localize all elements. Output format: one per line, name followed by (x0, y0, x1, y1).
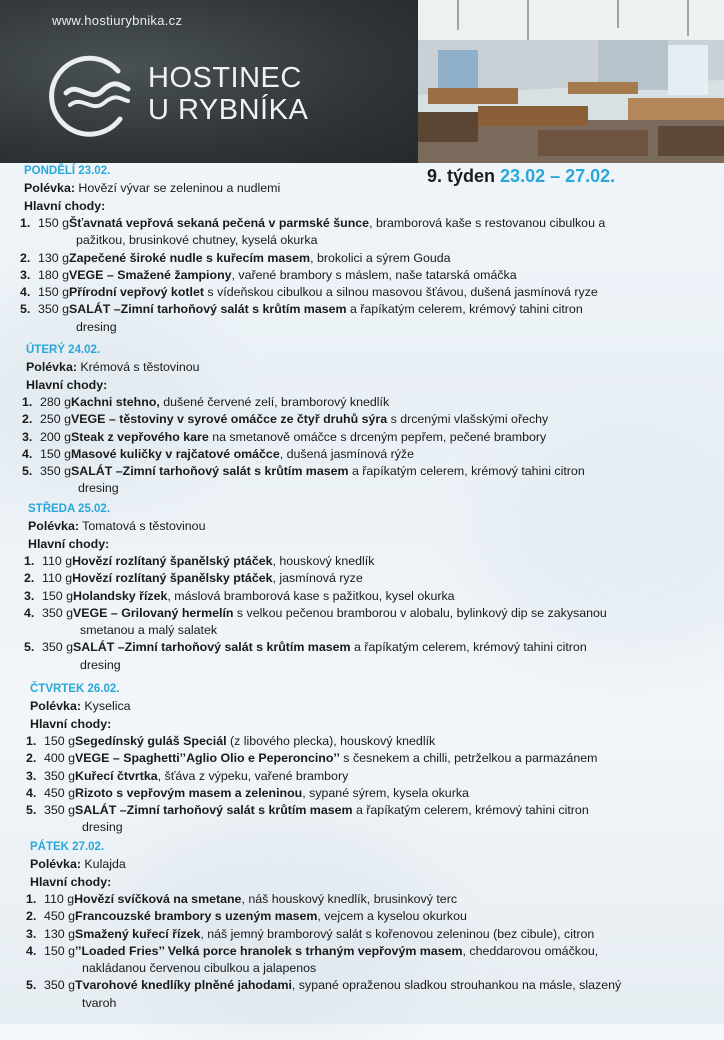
soup-name: Kyselica (80, 699, 131, 714)
item-dish: Kachni stehno, (71, 394, 160, 409)
item-description: , náš houskový knedlík, brusinkový terc (241, 891, 458, 906)
soup-name: Hovězí vývar se zeleninou a nudlemi (74, 181, 281, 196)
item-grams: 110 g (42, 571, 73, 586)
item-number: 4. (22, 446, 33, 461)
item-description-cont: nakládanou červenou cibulkou a jalapenos (82, 961, 317, 976)
item-dish: SALÁT –Zimní tarhoňový salát s krůtím masem (73, 640, 351, 655)
item-description: a řapíkatým celerem, krémový tahini citron (348, 464, 585, 479)
day-heading: PÁTEK 27.02. (30, 841, 105, 853)
item-dish: VEGE – Spaghetti’’Aglio Olio e Peperoncino’’ (75, 751, 340, 766)
menu-item (24, 553, 374, 570)
item-number: 5. (20, 302, 31, 317)
soup-label: Polévka: (30, 699, 81, 714)
menu-item (26, 750, 597, 767)
soup-name: Tomatová s těstovinou (78, 519, 206, 534)
menu-item (22, 463, 585, 480)
item-description: , vejcem a kyselou okurkou (317, 909, 467, 924)
item-number: 5. (24, 640, 35, 655)
item-grams: 250 g (40, 412, 72, 427)
site-url[interactable]: www.hostiurybnika.cz (52, 13, 183, 28)
item-grams: 110 g (44, 891, 75, 906)
item-dish: ’’Loaded Fries’’ Velká porce hranolek s trhaným vepřovým masem (75, 943, 463, 958)
soup-label: Polévka: (30, 857, 81, 872)
header-banner (0, 0, 724, 163)
menu-item (20, 215, 605, 232)
item-number: 5. (22, 464, 33, 479)
item-grams: 150 g (38, 215, 70, 230)
soup-line (30, 856, 126, 873)
mains-label: Hlavní chody: (30, 874, 112, 889)
item-grams: 150 g (38, 285, 70, 300)
menu-item (26, 891, 457, 908)
item-dish: Hovězí rozlítaný španělsky ptáček (72, 571, 273, 586)
soup-label: Polévka: (26, 360, 77, 375)
item-grams: 350 g (44, 768, 76, 783)
day-heading: PONDĚLÍ 23.02. (24, 165, 111, 177)
day-heading: ČTVRTEK 26.02. (30, 683, 120, 695)
item-description: , bramborová kaše s restovanou cibulkou a (369, 215, 606, 230)
soup-label: Polévka: (24, 181, 75, 196)
menu-item (22, 429, 546, 446)
item-description: , houskový knedlík (272, 553, 375, 568)
item-dish: VEGE – Grilovaný hermelín (73, 605, 234, 620)
fish-wave-logo-icon (46, 51, 136, 141)
mains-label: Hlavní chody: (30, 716, 112, 731)
menu-item (26, 785, 469, 802)
item-number: 4. (26, 943, 37, 958)
item-description: s velkou pečenou bramborou v alobalu, bylinkový dip se zakysanou (233, 605, 607, 620)
menu-item (24, 570, 363, 587)
item-dish: Steak z vepřového kare (71, 429, 209, 444)
item-description: , sypané sýrem, kysela okurka (302, 785, 469, 800)
menu-item (24, 639, 587, 656)
item-dish: Šťavnatá vepřová sekaná pečená v parmské šunce (69, 215, 370, 230)
item-description: , vařené brambory s máslem, naše tatarská omáčka (231, 267, 517, 282)
soup-line (24, 180, 280, 197)
menu-item (24, 605, 607, 622)
item-grams: 150 g (40, 446, 72, 461)
soup-name: Krémová s těstovinou (76, 360, 200, 375)
item-grams: 450 g (44, 909, 76, 924)
item-description: (z libového plecka), houskový knedlík (226, 733, 436, 748)
item-grams: 200 g (40, 429, 72, 444)
brand-name (148, 62, 308, 126)
brand-line-1: HOSTINEC (148, 62, 302, 94)
menu-item (24, 588, 455, 605)
item-number: 3. (24, 588, 35, 603)
item-description: , sypané opraženou sladkou strouhankou na másle, slazený (291, 978, 622, 993)
brand-line-2: U RYBNÍKA (148, 94, 309, 126)
item-dish: VEGE – Smažené žampiony (69, 267, 232, 282)
menu-item (20, 284, 598, 301)
item-number: 2. (22, 412, 33, 427)
item-description: , dušená jasmínová rýže (279, 446, 415, 461)
day-heading: ÚTERÝ 24.02. (26, 344, 101, 356)
item-grams: 350 g (44, 803, 76, 818)
item-description-cont: dresing (76, 319, 117, 334)
item-description: , máslová bramborová kase s pažitkou, kysel okurka (167, 588, 455, 603)
item-description: , náš jemný bramborový salát s kořenovou zeleninou (bez cibule), citron (200, 926, 595, 941)
item-description: a řapíkatým celerem, krémový tahini citron (346, 302, 583, 317)
item-description-cont: tvaroh (82, 995, 117, 1010)
item-grams: 180 g (38, 267, 70, 282)
item-description: , brokolici a sýrem Gouda (310, 250, 451, 265)
item-grams: 350 g (44, 978, 76, 993)
item-number: 4. (20, 285, 31, 300)
item-dish: Tvarohové knedlíky plněné jahodami (75, 978, 292, 993)
item-number: 3. (22, 429, 33, 444)
item-description: s vídeňskou cibulkou a silnou masovou šťávou, dušená jasmínová ryze (203, 285, 598, 300)
item-number: 2. (26, 909, 37, 924)
menu-item (20, 301, 583, 318)
item-dish: Hovězí svíčková na smetane (74, 891, 242, 906)
soup-label: Polévka: (28, 519, 79, 534)
item-dish: Masové kuličky v rajčatové omáčce (71, 446, 280, 461)
soup-line (26, 359, 200, 376)
item-number: 4. (26, 785, 37, 800)
item-number: 1. (26, 733, 37, 748)
item-dish: Kuřecí čtvrtka (75, 768, 158, 783)
item-dish: SALÁT –Zimní tarhoňový salát s krůtím masem (71, 464, 349, 479)
item-dish: Rizoto s vepřovým masem a zeleninou (75, 785, 303, 800)
item-description: na smetanově omáčce s drceným pepřem, pečené brambory (208, 429, 547, 444)
menu-item (20, 267, 517, 284)
menu-item (26, 768, 348, 785)
item-number: 4. (24, 605, 35, 620)
item-number: 2. (26, 751, 37, 766)
week-number: 9. týden (427, 166, 496, 186)
menu-item (22, 446, 414, 463)
item-description: a řapíkatým celerem, krémový tahini citron (352, 803, 589, 818)
restaurant-interior-photo (418, 0, 724, 163)
item-grams: 150 g (42, 588, 74, 603)
menu-item (20, 250, 451, 267)
item-dish: SALÁT –Zimní tarhoňový salát s krůtím masem (69, 302, 347, 317)
item-number: 2. (24, 571, 35, 586)
item-dish: Francouzské brambory s uzeným masem (75, 909, 318, 924)
soup-name: Kulajda (80, 857, 126, 872)
item-number: 1. (20, 215, 31, 230)
week-heading (427, 166, 615, 187)
menu-item (22, 411, 548, 428)
mains-label: Hlavní chody: (26, 377, 108, 392)
soup-line (30, 698, 131, 715)
item-grams: 150 g (44, 733, 76, 748)
item-grams: 350 g (42, 605, 74, 620)
mains-label: Hlavní chody: (28, 536, 110, 551)
week-dates: 23.02 – 27.02. (500, 166, 616, 186)
item-number: 3. (26, 768, 37, 783)
item-number: 1. (24, 553, 35, 568)
item-description: dušené červené zelí, bramborový knedlík (159, 394, 390, 409)
menu-item (26, 926, 594, 943)
day-heading: STŘEDA 25.02. (28, 503, 111, 515)
menu-item (26, 943, 598, 960)
menu-item (26, 908, 467, 925)
background-texture (480, 420, 724, 660)
mains-label: Hlavní chody: (24, 198, 106, 213)
item-dish: VEGE – těstoviny v syrové omáčce ze čtyř druhů sýra (71, 412, 388, 427)
item-grams: 350 g (38, 302, 70, 317)
item-number: 2. (20, 250, 31, 265)
item-description: , jasmínová ryze (272, 571, 363, 586)
item-number: 3. (20, 267, 31, 282)
item-dish: Segedínský guláš Speciál (75, 733, 227, 748)
item-number: 3. (26, 926, 37, 941)
item-dish: SALÁT –Zimní tarhoňový salát s krůtím masem (75, 803, 353, 818)
item-grams: 150 g (44, 943, 76, 958)
item-description: , cheddarovou omáčkou, (462, 943, 599, 958)
item-description-cont: dresing (80, 657, 121, 672)
item-grams: 130 g (38, 250, 70, 265)
item-grams: 110 g (42, 553, 73, 568)
item-dish: Zapečené široké nudle s kuřecím masem (69, 250, 311, 265)
menu-item (26, 733, 435, 750)
menu-item (22, 394, 389, 411)
item-grams: 350 g (40, 464, 72, 479)
item-dish: Přírodní vepřový kotlet (69, 285, 204, 300)
item-grams: 400 g (44, 751, 76, 766)
item-description-cont: dresing (78, 481, 119, 496)
item-description: a řapíkatým celerem, krémový tahini citron (350, 640, 587, 655)
item-description: s drcenými vlašskými ořechy (387, 412, 549, 427)
item-grams: 450 g (44, 785, 76, 800)
item-grams: 280 g (40, 394, 72, 409)
item-number: 1. (22, 394, 33, 409)
item-description: s česnekem a chilli, petrželkou a parmazánem (339, 751, 598, 766)
item-description-cont: smetanou a malý salatek (80, 623, 218, 638)
item-grams: 130 g (44, 926, 76, 941)
menu-item (26, 802, 589, 819)
item-dish: Holandsky řízek (73, 588, 168, 603)
soup-line (28, 518, 205, 535)
item-description: , šťáva z výpeku, vařené brambory (157, 768, 349, 783)
item-dish: Smažený kuřecí řízek (75, 926, 201, 941)
item-number: 1. (26, 891, 37, 906)
item-number: 5. (26, 803, 37, 818)
item-description-cont: pažitkou, brusinkové chutney, kyselá okurka (76, 233, 318, 248)
item-grams: 350 g (42, 640, 74, 655)
item-number: 5. (26, 978, 37, 993)
item-description-cont: dresing (82, 820, 123, 835)
menu-item (26, 977, 621, 994)
item-dish: Hovězí rozlítaný španělský ptáček (72, 553, 273, 568)
